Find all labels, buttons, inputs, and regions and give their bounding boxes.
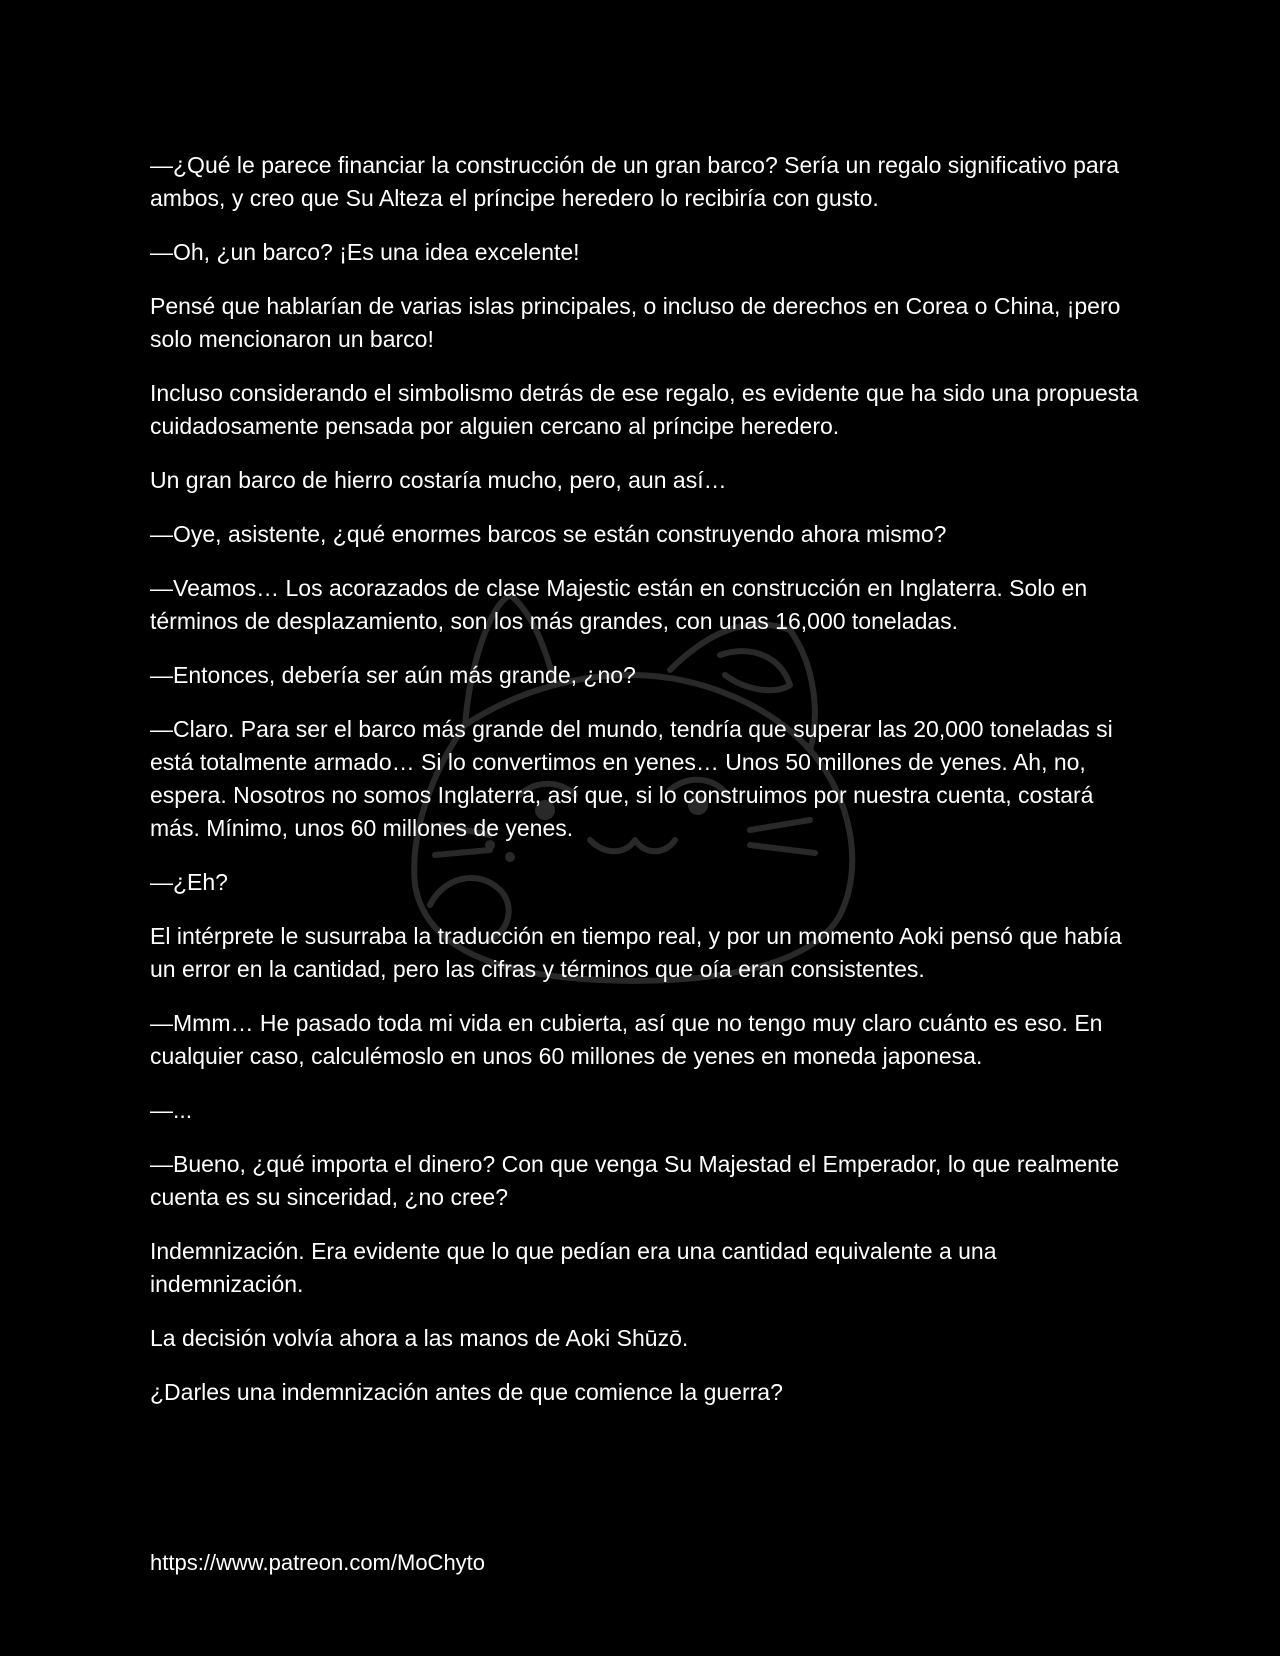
paragraph: —Bueno, ¿qué importa el dinero? Con que venga Su Majestad el Emperador, lo que realmente cuenta es su sinceridad, ¿no cree? [150,1151,1120,1210]
paragraph: Indemnización. Era evidente que lo que pedían era una cantidad equivalente a una indemnización. [150,1238,997,1297]
paragraph: —Entonces, debería ser aún más grande, ¿no? [150,662,636,688]
paragraph: —Oye, asistente, ¿qué enormes barcos se están construyendo ahora mismo? [150,521,947,547]
paragraph: Incluso considerando el simbolismo detrás de ese regalo, es evidente que ha sido una propuesta cuidadosamente pensada por alguien cercano al príncipe heredero. [150,380,1139,439]
paragraph: La decisión volvía ahora a las manos de Aoki Shūzō. [150,1325,689,1351]
paragraph: Pensé que hablarían de varias islas principales, o incluso de derechos en Corea o China, ¡pero solo mencionaron un barco! [150,293,1121,352]
paragraph: —Mmm… He pasado toda mi vida en cubierta, así que no tengo muy claro cuánto es eso. En cualquier caso, calculémoslo en unos 60 millones de yenes en moneda japonesa. [150,1010,1103,1069]
paragraph: —Veamos… Los acorazados de clase Majestic están en construcción en Inglaterra. Solo en términos de desplazamiento, son los más grandes, con unas 16,000 toneladas. [150,575,1088,634]
paragraph: ¿Darles una indemnización antes de que comience la guerra? [150,1379,783,1405]
paragraph: —¿Eh? [150,869,228,895]
paragraph: El intérprete le susurraba la traducción en tiempo real, y por un momento Aoki pensó que había un error en la cantidad, pero las cifras y términos que oía eran consistentes. [150,923,1122,982]
chapter-text [150,149,1140,1430]
paragraph: —... [150,1097,193,1123]
paragraph: Un gran barco de hierro costaría mucho, pero, aun así… [150,467,727,493]
paragraph: —Claro. Para ser el barco más grande del mundo, tendría que superar las 20,000 toneladas si está totalmente armado… Si lo convertimos en yenes… Unos 50 millones de yenes. Ah, no, espera. Nosotros no somos Inglaterra, así que, si lo construimos por nuestra cuenta, costará más. Mínimo, unos 60 millones de yenes. [150,716,1113,841]
paragraph: —¿Qué le parece financiar la construcción de un gran barco? Sería un regalo significativo para ambos, y creo que Su Alteza el príncipe heredero lo recibiría con gusto. [150,152,1120,211]
patreon-link[interactable]: https://www.patreon.com/MoChyto [150,1550,486,1575]
paragraph: —Oh, ¿un barco? ¡Es una idea excelente! [150,239,580,265]
